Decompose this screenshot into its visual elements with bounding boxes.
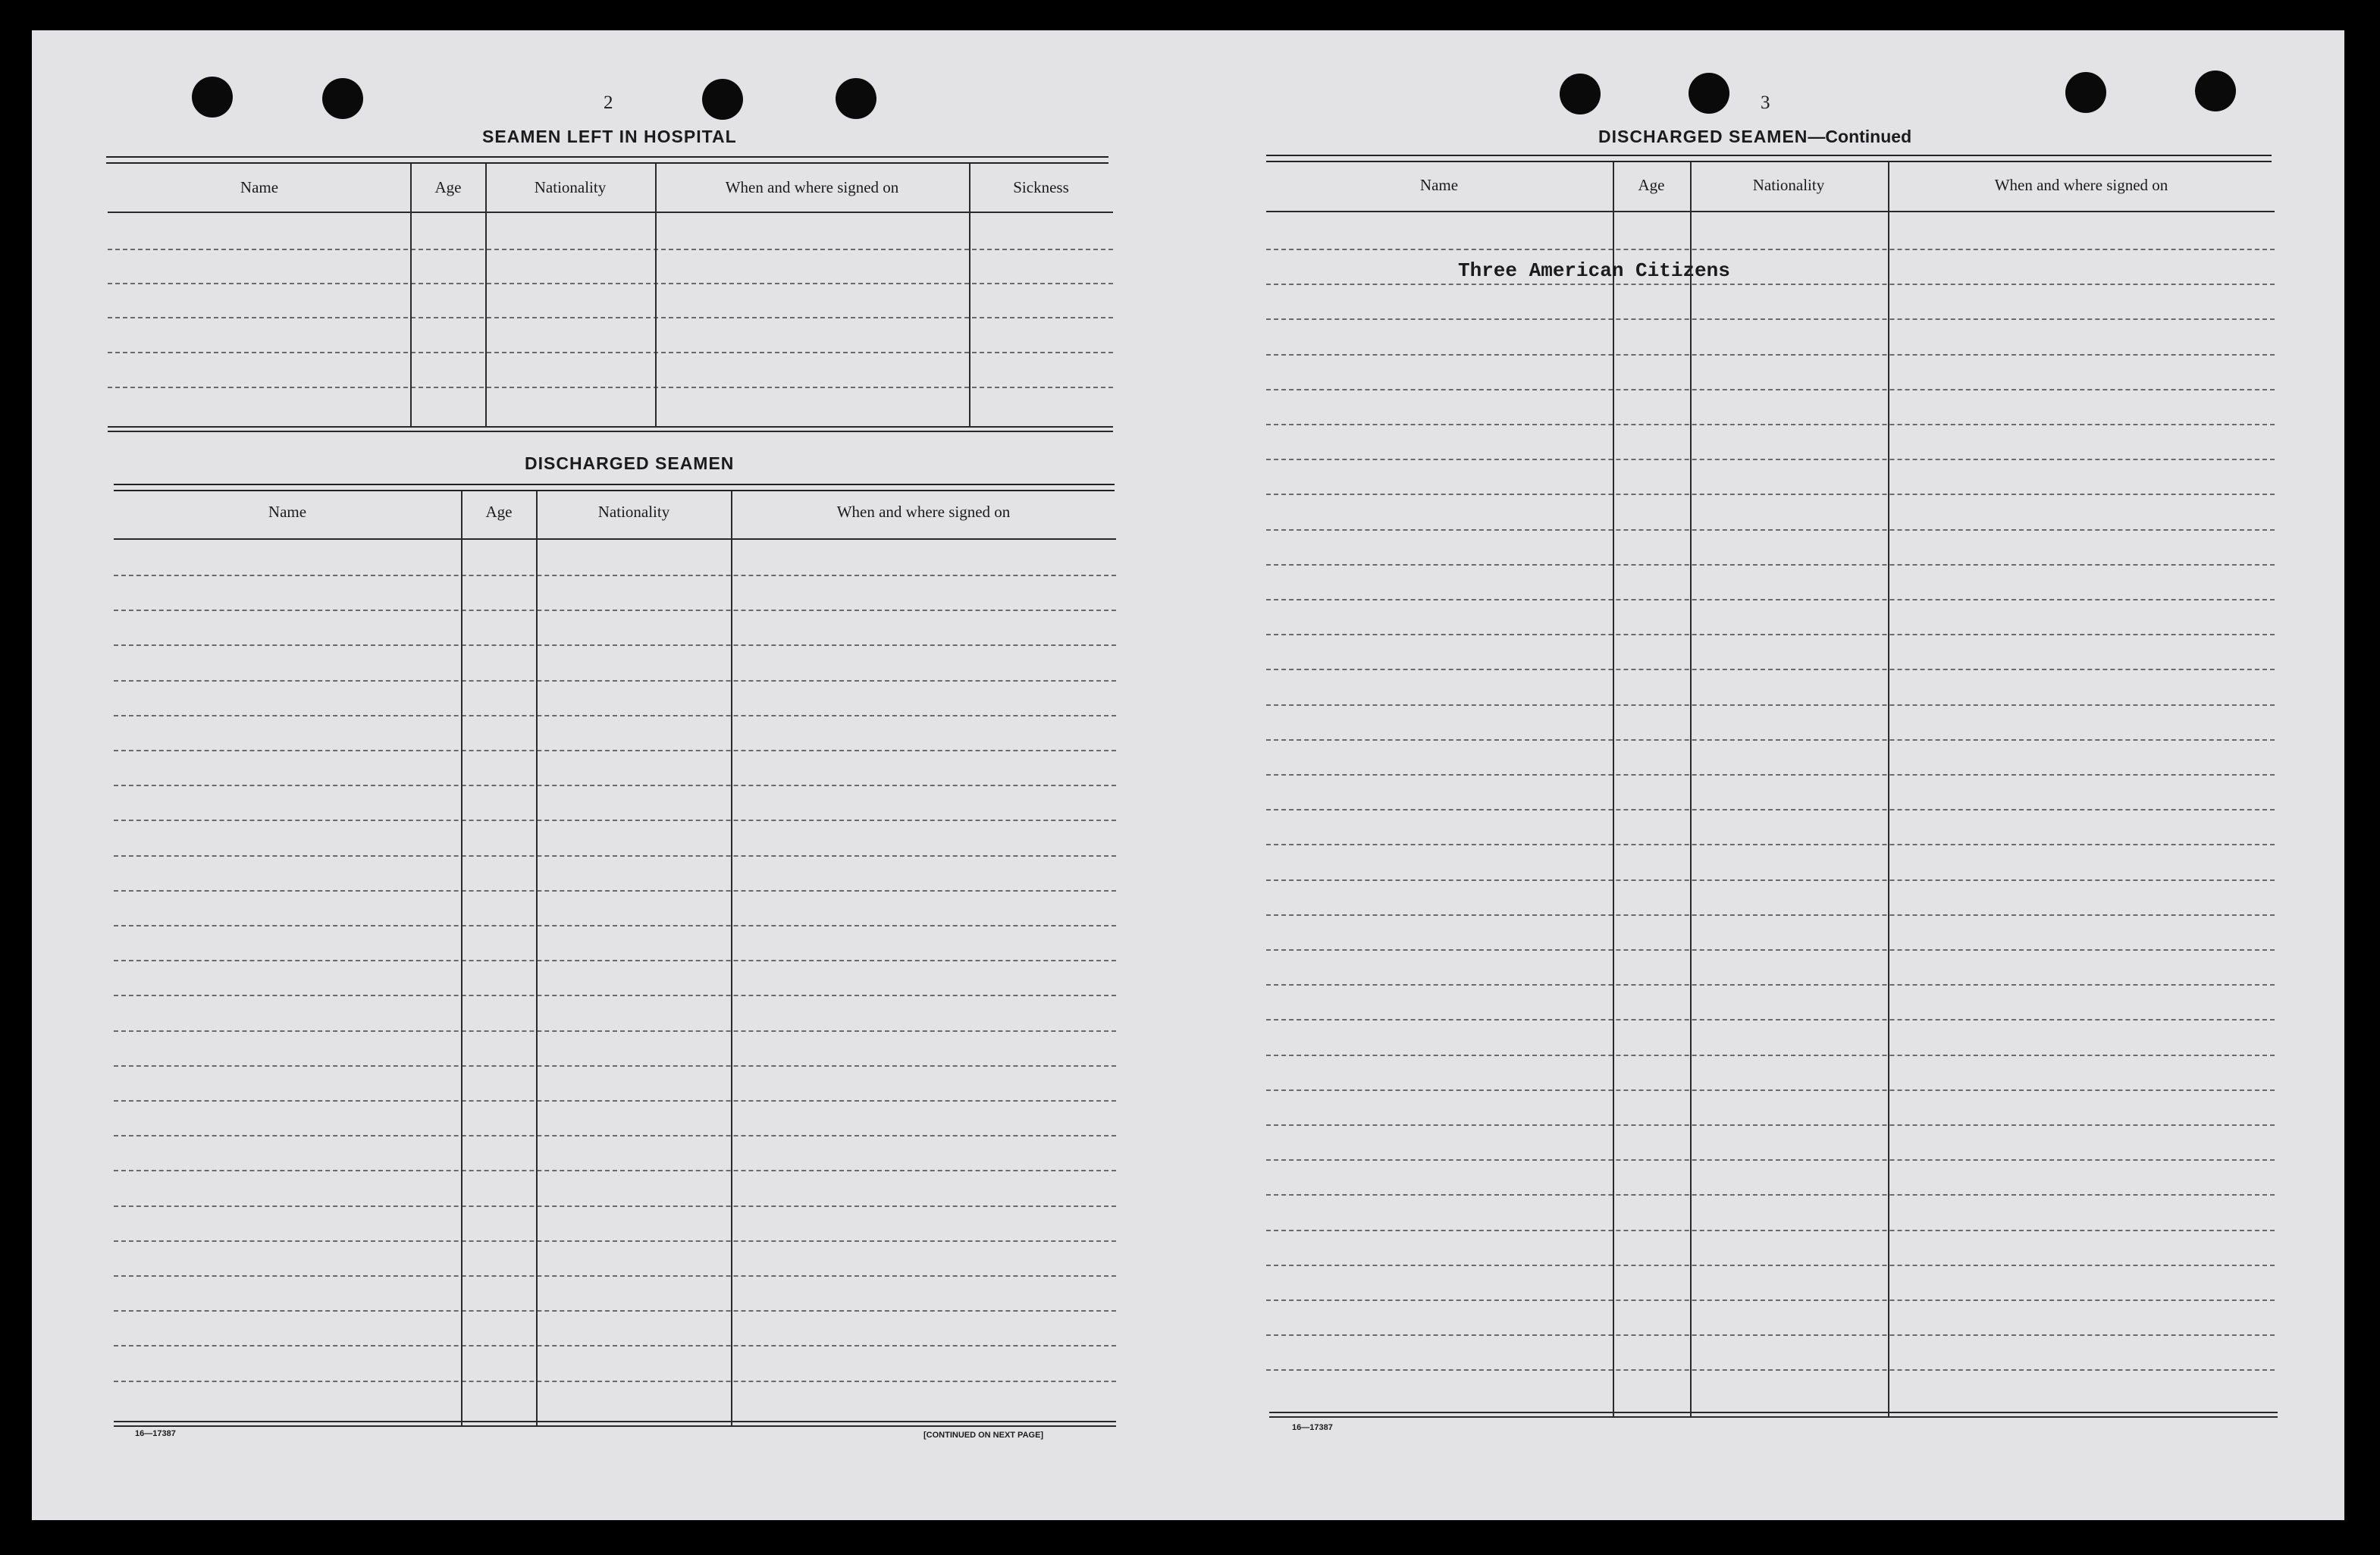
column-header-nationality: Nationality <box>534 178 607 196</box>
column-divider <box>410 164 412 428</box>
table-row-line <box>1266 1230 2275 1231</box>
table-row-line <box>114 1205 1116 1207</box>
continued-note: [CONTINUED ON NEXT PAGE] <box>923 1431 1044 1440</box>
column-divider <box>655 164 657 428</box>
table-row-line <box>1266 1159 2275 1161</box>
table-row-line <box>114 820 1116 821</box>
header-rule <box>108 212 1113 213</box>
column-divider <box>1888 162 1889 1416</box>
table-row-line <box>1266 284 2275 285</box>
punch-hole <box>192 77 233 118</box>
page-number: 3 <box>1761 92 1770 113</box>
title-main: DISCHARGED SEAMEN <box>1598 127 1808 146</box>
table-row-line <box>114 610 1116 611</box>
punch-hole <box>1689 73 1729 114</box>
table-bottom-rule <box>108 431 1113 432</box>
table-row-line <box>1266 809 2275 810</box>
column-divider <box>731 491 732 1425</box>
table-bottom-rule <box>108 426 1113 428</box>
table-row-line <box>1266 1019 2275 1020</box>
table-row-line <box>114 575 1116 576</box>
column-header-name: Name <box>240 178 279 196</box>
table-row-line <box>1266 1089 2275 1091</box>
punch-hole <box>2065 72 2106 113</box>
discharged-continued-title <box>1598 127 1911 147</box>
column-header-name: Name <box>1419 176 1459 194</box>
table-row-line <box>114 960 1116 961</box>
table-row-line <box>1266 774 2275 776</box>
table-row-line <box>1266 318 2275 320</box>
table-row-line <box>114 925 1116 926</box>
table-row-line <box>114 1030 1116 1032</box>
column-divider <box>536 491 538 1425</box>
punch-hole <box>702 79 743 120</box>
double-rule <box>114 484 1115 491</box>
table-row-line <box>1266 389 2275 390</box>
table-row-line <box>114 1065 1116 1067</box>
table-row-line <box>1266 564 2275 566</box>
column-header-signed-on: When and where signed on <box>836 503 1011 521</box>
table-row-line <box>1266 424 2275 425</box>
column-header-nationality: Nationality <box>597 503 670 521</box>
column-header-signed-on: When and where signed on <box>725 178 899 196</box>
table-row-line <box>114 1240 1116 1242</box>
table-row-line <box>1266 1334 2275 1336</box>
double-rule <box>106 156 1108 164</box>
table-row-line <box>1266 1194 2275 1196</box>
column-divider <box>461 491 463 1425</box>
table-row-line <box>1266 914 2275 916</box>
table-bottom-rule <box>1269 1416 2278 1418</box>
table-row-line <box>114 1100 1116 1102</box>
table-row-line <box>114 1135 1116 1136</box>
punch-hole <box>2195 71 2236 111</box>
hospital-section-title: SEAMEN LEFT IN HOSPITAL <box>482 127 737 146</box>
table-row-line <box>114 715 1116 716</box>
column-header-age: Age <box>434 178 462 196</box>
column-divider <box>1690 162 1692 1416</box>
punch-hole <box>1560 74 1601 114</box>
form-number: 16—17387 <box>135 1429 176 1438</box>
table-row-line <box>108 283 1113 284</box>
table-row-line <box>1266 704 2275 706</box>
discharged-section-title: DISCHARGED SEAMEN <box>525 453 735 473</box>
column-divider <box>969 164 971 428</box>
table-row-line <box>108 249 1113 250</box>
table-row-line <box>114 890 1116 892</box>
table-row-line <box>114 1381 1116 1382</box>
table-row-line <box>114 1170 1116 1171</box>
table-bottom-rule <box>1269 1412 2278 1413</box>
table-row-line <box>1266 354 2275 356</box>
table-row-line <box>114 680 1116 682</box>
table-row-line <box>108 387 1113 388</box>
header-rule <box>114 538 1116 540</box>
table-row-line <box>1266 844 2275 845</box>
table-row-line <box>114 1310 1116 1312</box>
column-header-age: Age <box>1638 176 1665 194</box>
table-row-line <box>1266 669 2275 670</box>
form-number: 16—17387 <box>1292 1423 1333 1432</box>
punch-hole <box>836 78 876 119</box>
table-row-line <box>108 317 1113 318</box>
table-row-line <box>114 1345 1116 1347</box>
table-row-line <box>1266 599 2275 600</box>
table-row-line <box>114 785 1116 786</box>
column-divider <box>1613 162 1614 1416</box>
title-continued: —Continued <box>1808 127 1912 146</box>
table-row-line <box>1266 984 2275 986</box>
punch-hole <box>322 78 363 119</box>
table-row-line <box>1266 529 2275 531</box>
column-header-age: Age <box>485 503 513 521</box>
table-row-line <box>114 750 1116 751</box>
column-header-signed-on: When and where signed on <box>1994 176 2168 194</box>
column-header-name: Name <box>268 503 307 521</box>
header-rule <box>1266 211 2275 212</box>
double-rule <box>1266 155 2272 162</box>
column-header-nationality: Nationality <box>1752 176 1825 194</box>
table-row-line <box>114 995 1116 996</box>
table-row-line <box>1266 1124 2275 1126</box>
table-bottom-rule <box>114 1421 1116 1422</box>
table-row-line <box>1266 879 2275 881</box>
table-row-line <box>1266 1369 2275 1371</box>
table-row-line <box>1266 739 2275 741</box>
table-row-line <box>114 855 1116 857</box>
table-row-line <box>1266 1299 2275 1301</box>
table-row-line <box>1266 249 2275 250</box>
column-divider <box>485 164 487 428</box>
table-row-line <box>114 1275 1116 1277</box>
column-header-sickness: Sickness <box>1013 178 1069 196</box>
table-bottom-rule <box>114 1425 1116 1427</box>
table-row-line <box>1266 494 2275 495</box>
page-number: 2 <box>604 92 613 113</box>
table-row-line <box>1266 949 2275 951</box>
table-row-line <box>114 644 1116 646</box>
typed-entry: Three American Citizens <box>1458 259 1730 282</box>
table-row-line <box>1266 634 2275 635</box>
table-row-line <box>1266 1055 2275 1056</box>
table-row-line <box>1266 459 2275 460</box>
table-row-line <box>108 352 1113 353</box>
table-row-line <box>1266 1265 2275 1266</box>
